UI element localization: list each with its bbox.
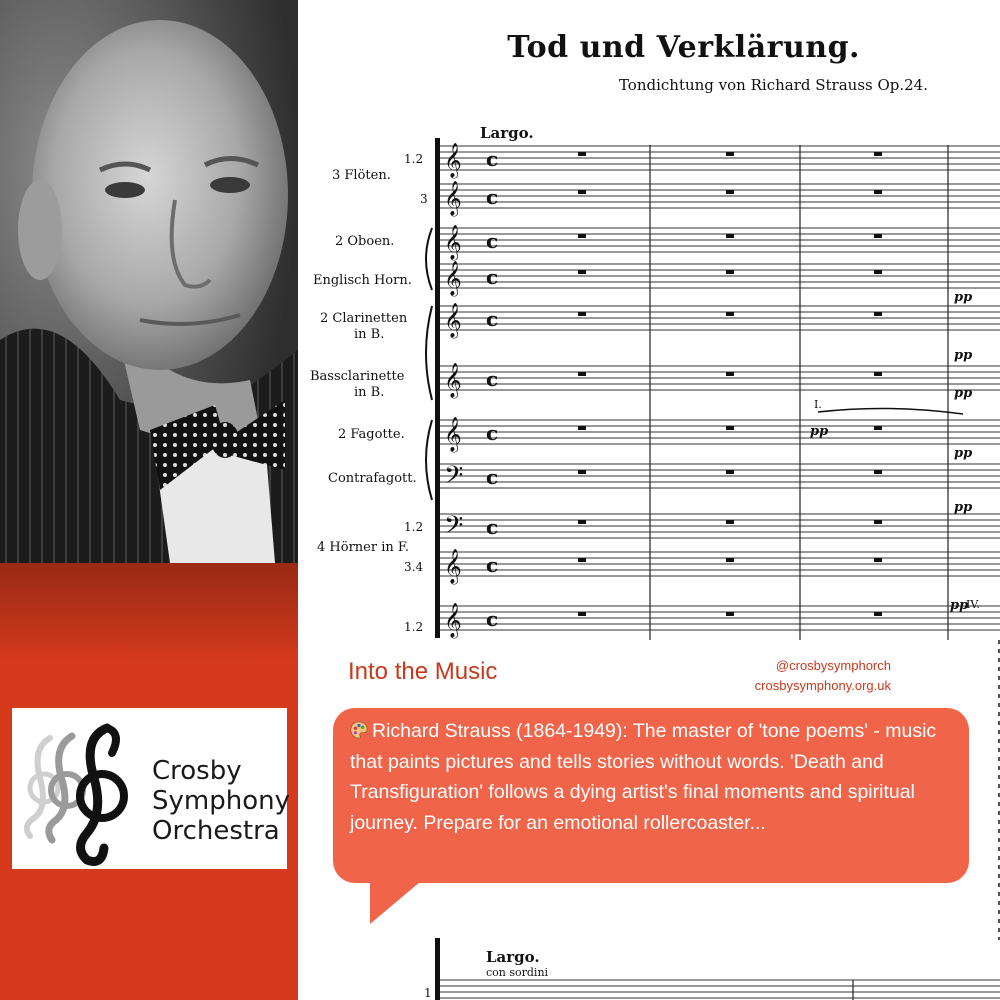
whole-rest [726,190,734,194]
whole-rest [578,312,586,316]
score2-tempo: Largo. [486,948,540,966]
time-signature: c [486,515,499,539]
logo-wordmark [152,756,290,846]
whole-rest [874,426,882,430]
part-number: 1 [424,986,432,1000]
whole-rest [578,270,586,274]
time-signature: c [486,465,499,489]
clef-glyph: 𝄞 [444,225,462,260]
caption-title: Into the Music [348,658,498,685]
part-number: 3.4 [404,560,424,574]
whole-rest [726,312,734,316]
bubble-body: Richard Strauss (1864-1949): The master of 'tone poems' - music that paints pictures and tells stories without words. 'Death and Transfiguration' follows a dying artist's final moments and spiritual journey. Prepare for an emotional rollercoaster... [350,720,937,834]
clef-glyph: 𝄞 [444,603,462,638]
speech-bubble-tail [370,882,420,924]
time-signature: c [486,307,499,331]
whole-rest [578,190,586,194]
whole-rest [874,372,882,376]
whole-rest [726,558,734,562]
social-handle[interactable]: @crosbysymphorch [775,658,891,673]
instrument-label: 2 Oboen. [335,234,395,249]
time-signature: c [486,367,499,391]
shadow-band [0,563,298,663]
staff-brace [426,420,432,500]
whole-rest [874,270,882,274]
instrument-label: 4 Hörner in F. [317,540,409,555]
whole-rest [726,612,734,616]
clef-glyph: 𝄞 [444,303,462,338]
whole-rest [874,152,882,156]
time-signature: c [486,147,499,171]
part-number: 1.2 [404,152,424,166]
left-panel [0,0,298,1000]
logo-line-3: Orchestra [152,816,280,846]
dynamic-marking: pp [954,348,973,363]
clef-glyph: 𝄞 [444,181,462,216]
whole-rest [578,152,586,156]
instrument-label: Contrafagott. [328,471,417,486]
time-signature: c [486,421,499,445]
whole-rest [578,520,586,524]
composer-portrait [0,0,298,563]
bubble-text [350,716,962,838]
score-page-2 [298,938,1000,1000]
orchestra-logo [12,708,290,869]
social-links [700,656,891,696]
clef-glyph: 𝄞 [444,417,462,452]
instrument-label: in B. [354,385,385,400]
dynamic-marking: pp [810,424,829,439]
time-signature: c [486,553,499,577]
part-number: 1.2 [404,620,424,634]
whole-rest [726,234,734,238]
time-signature: c [486,607,499,631]
whole-rest [578,612,586,616]
time-signature: c [486,185,499,209]
whole-rest [874,612,882,616]
clef-glyph: 𝄞 [444,363,462,398]
clef-glyph: 𝄞 [444,549,462,584]
dynamic-marking: pp [954,446,973,461]
whole-rest [726,270,734,274]
clef-glyph: 𝄢 [444,511,464,546]
dynamic-marking: pp [950,598,969,613]
score-subtitle: Tondichtung von Richard Strauss Op.24. [618,76,928,94]
time-signature: c [486,265,499,289]
whole-rest [726,520,734,524]
whole-rest [874,558,882,562]
part-number: 3 [420,192,428,206]
clef-glyph: 𝄢 [444,461,464,496]
whole-rest [578,372,586,376]
dynamic-marking: pp [954,386,973,401]
whole-rest [578,426,586,430]
staff-brace [426,306,432,400]
whole-rest [726,470,734,474]
score-tempo: Largo. [480,124,534,142]
score2-instruction: con sordini [486,966,549,979]
score-title: Tod und Verklärung. [507,30,860,65]
clef-glyph: 𝄞 [444,143,462,178]
whole-rest [578,234,586,238]
instrument-label: 3 Flöten. [332,168,391,183]
palette-icon [350,721,368,739]
website-link[interactable]: crosbysymphony.org.uk [754,678,891,693]
whole-rest [874,520,882,524]
whole-rest [578,558,586,562]
logo-line-1: Crosby [152,756,242,786]
instrument-label: Bassclarinette [310,369,405,384]
instrument-label: 2 Clarinetten [320,311,408,326]
whole-rest [726,372,734,376]
instrument-label: Englisch Horn. [313,273,412,288]
treble-clef-logo-icon [12,708,147,869]
whole-rest [874,234,882,238]
part-number: 1.2 [404,520,424,534]
score-staves-2 [298,938,1000,1000]
time-signature: c [486,229,499,253]
whole-rest [726,152,734,156]
whole-rest [874,470,882,474]
instrument-label: 2 Fagotte. [338,427,405,442]
whole-rest [874,190,882,194]
staff-brace [426,228,432,290]
dynamic-marking: pp [954,290,973,305]
clef-glyph: 𝄞 [444,261,462,296]
portrait-image [0,0,298,563]
whole-rest [578,470,586,474]
player-marker: I. [814,398,822,411]
whole-rest [874,312,882,316]
part-marker: IV. [966,598,980,611]
dynamic-marking: pp [954,500,973,515]
instrument-label: in B. [354,327,385,342]
logo-line-2: Symphony [152,786,290,816]
tie-curve [818,408,963,414]
whole-rest [726,426,734,430]
